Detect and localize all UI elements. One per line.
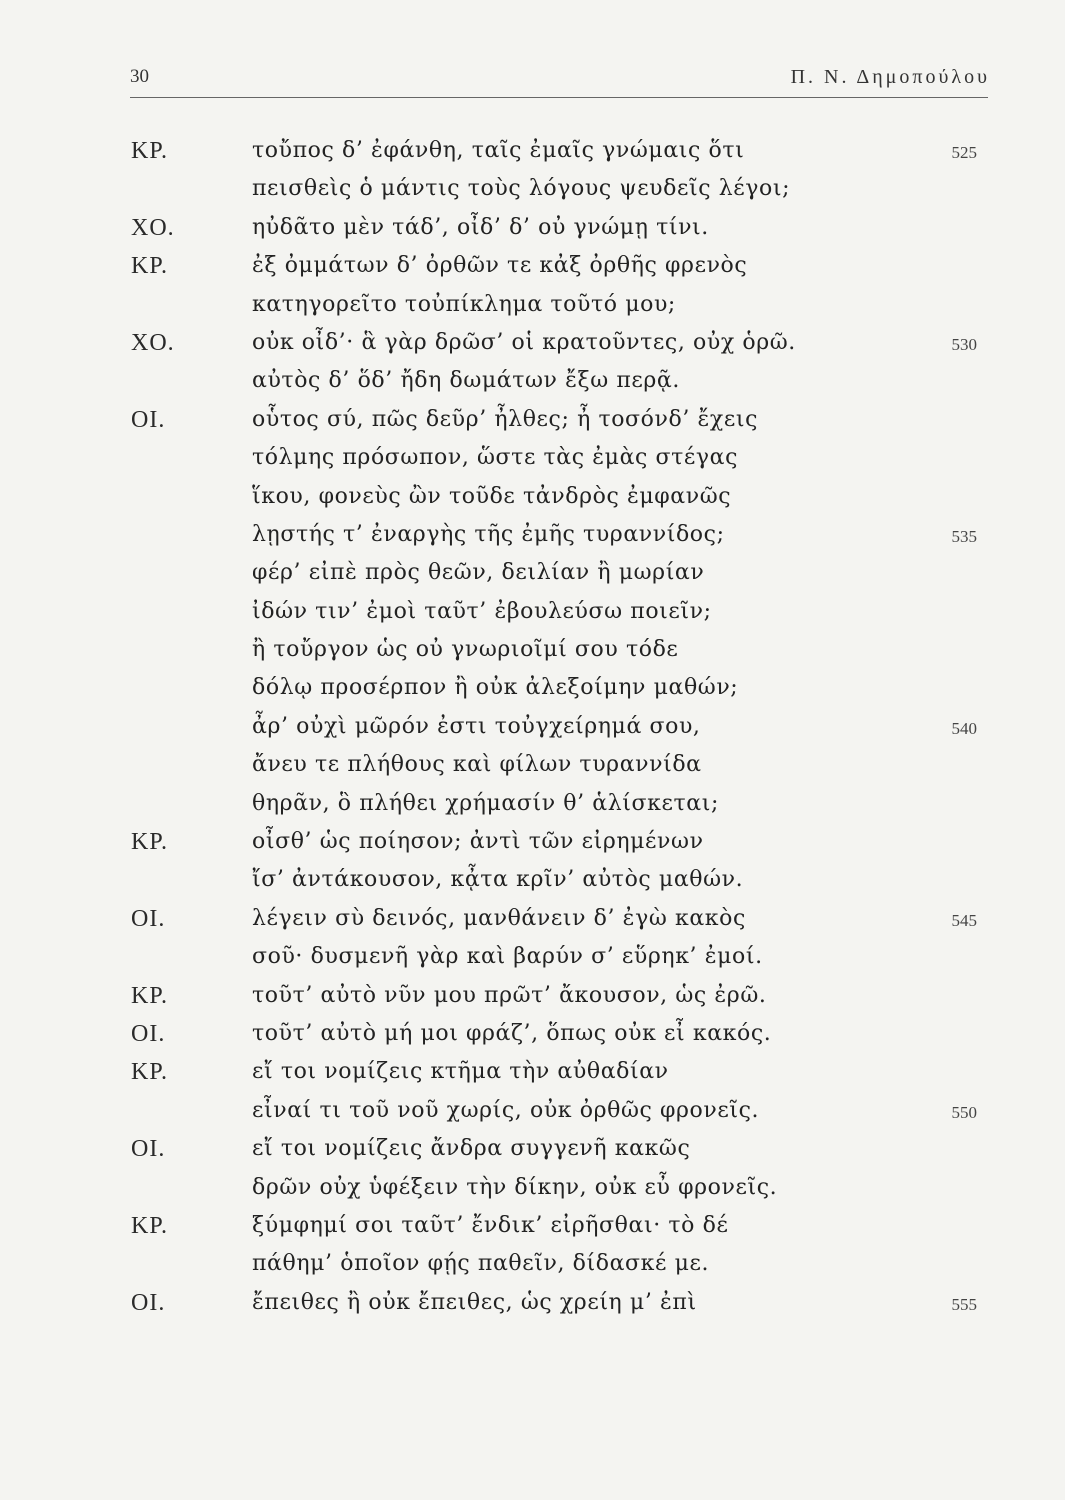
verse-line [0, 861, 1065, 899]
verse-text: οἶσθ’ ὡς ποίησον; ἀντὶ τῶν εἰρημένων [252, 829, 704, 855]
verse-line [0, 324, 1065, 362]
line-number: 555 [951, 1294, 977, 1314]
speaker-label: ΧΟ. [131, 214, 175, 241]
speaker-label: ΚΡ. [131, 138, 169, 164]
speaker-label: ΟΙ. [131, 1020, 166, 1047]
verse-line [0, 516, 1065, 554]
verse-line [0, 669, 1065, 707]
verse-text: ἐξ ὀμμάτων δ’ ὀρθῶν τε κἀξ ὀρθῆς φρενὸς [252, 253, 748, 279]
verse-text: ἔπειθες ἢ οὐκ ἔπειθες, ὡς χρείη μ’ ἐπὶ [252, 1289, 697, 1315]
verse-line [0, 977, 1065, 1015]
speaker-label: ΧΟ. [131, 329, 175, 356]
verse-line [0, 1053, 1065, 1091]
verse-line [0, 170, 1065, 208]
speaker-label: ΚΡ. [131, 982, 169, 1009]
speaker-label: ΚΡ. [131, 1059, 169, 1086]
verse-line [0, 938, 1065, 976]
line-number: 535 [951, 526, 977, 546]
verse-line [0, 439, 1065, 477]
verse-text: πάθημ’ ὁποῖον φῄς παθεῖν, δίδασκέ με. [252, 1251, 710, 1277]
verse-text: εἴ τοι νομίζεις ἄνδρα συγγενῆ κακῶς [252, 1136, 691, 1162]
verse-text: φέρ’ εἰπὲ πρὸς θεῶν, δειλίαν ἢ μωρίαν [252, 560, 705, 586]
verse-text: θηρᾶν, ὃ πλήθει χρήμασίν θ’ ἁλίσκεται; [252, 790, 719, 816]
verse-text: ἴσ’ ἀντάκουσον, κᾆτα κρῖν’ αὐτὸς μαθών. [252, 867, 744, 893]
verse-text: δόλῳ προσέρπον ἢ οὐκ ἀλεξοίμην μαθών; [252, 675, 739, 701]
verse-line [0, 593, 1065, 631]
verse-text: λῃστής τ’ ἐναργὴς τῆς ἐμῆς τυραννίδος; [252, 521, 725, 547]
speaker-label: ΚΡ. [131, 253, 169, 280]
page-number: 30 [130, 66, 149, 87]
verse-line [0, 401, 1065, 439]
verse-line [0, 362, 1065, 400]
verse-line [0, 286, 1065, 324]
verse-text: οὗτος σύ, πῶς δεῦρ’ ἦλθες; ἦ τοσόνδ’ ἔχεις [252, 406, 759, 432]
verse-block [0, 132, 1065, 1322]
line-number: 540 [951, 718, 977, 738]
verse-text: ἄνευ τε πλήθους καὶ φίλων τυραννίδα [252, 752, 702, 778]
verse-line [0, 1284, 1065, 1322]
verse-line [0, 900, 1065, 938]
verse-text: ἆρ’ οὐχὶ μῶρόν ἐστι τοὐγχείρημά σου, [252, 713, 701, 739]
verse-text: τοῦτ’ αὐτὸ μή μοι φράζ’, ὅπως οὐκ εἶ κακός. [252, 1020, 772, 1046]
verse-text: ἰδών τιν’ ἐμοὶ ταῦτ’ ἐβουλεύσω ποιεῖν; [252, 598, 712, 624]
verse-line [0, 1130, 1065, 1168]
verse-text: ηὐδᾶτο μὲν τάδ’, οἶδ’ δ’ οὐ γνώμῃ τίνι. [252, 214, 709, 240]
verse-text: τοὔπος δ’ ἐφάνθη, ταῖς ἐμαῖς γνώμαις ὅτι [252, 138, 745, 163]
verse-text: αὐτὸς δ’ ὅδ’ ἤδη δωμάτων ἔξω περᾷ. [252, 368, 680, 394]
verse-line [0, 1207, 1065, 1245]
speaker-label: ΟΙ. [131, 1136, 166, 1163]
verse-line [0, 631, 1065, 669]
speaker-label: ΚΡ. [131, 829, 169, 856]
page-header [130, 66, 990, 100]
verse-text: σοῦ· δυσμενῆ γὰρ καὶ βαρύν σ’ εὕρηκ’ ἐμοί. [252, 944, 763, 970]
verse-line [0, 478, 1065, 516]
verse-line [0, 746, 1065, 784]
verse-line [0, 1169, 1065, 1207]
verse-text: τοῦτ’ αὐτὸ νῦν μου πρῶτ’ ἄκουσον, ὡς ἐρῶ. [252, 982, 767, 1008]
line-number: 550 [951, 1102, 977, 1122]
speaker-label: ΟΙ. [131, 905, 166, 932]
verse-text: δρῶν οὐχ ὑφέξειν τὴν δίκην, οὐκ εὖ φρονεῖς. [252, 1174, 778, 1200]
verse-text: λέγειν σὺ δεινός, μανθάνειν δ’ ἐγὼ κακὸς [252, 905, 746, 931]
verse-text: ἵκου, φονεὺς ὢν τοῦδε τἀνδρὸς ἐμφανῶς [252, 483, 732, 509]
verse-line [0, 1092, 1065, 1130]
verse-text: οὐκ οἶδ’· ἃ γὰρ δρῶσ’ οἱ κρατοῦντες, οὐχ ὁρῶ. [252, 329, 796, 355]
verse-line [0, 209, 1065, 247]
line-number: 545 [951, 910, 977, 930]
verse-text: τόλμης πρόσωπον, ὥστε τὰς ἐμὰς στέγας [252, 445, 739, 471]
verse-line [0, 247, 1065, 285]
speaker-label: ΟΙ. [131, 406, 166, 433]
verse-line [0, 554, 1065, 592]
verse-text: πεισθεὶς ὁ μάντις τοὺς λόγους ψευδεῖς λέγοι; [252, 176, 791, 202]
verse-line [0, 132, 1065, 170]
verse-line [0, 823, 1065, 861]
verse-line [0, 708, 1065, 746]
verse-line [0, 1245, 1065, 1283]
verse-line [0, 1015, 1065, 1053]
verse-line [0, 785, 1065, 823]
verse-text: κατηγορεῖτο τοὐπίκλημα τοῦτό μου; [252, 291, 676, 317]
verse-text: εἴ τοι νομίζεις κτῆμα τὴν αὐθαδίαν [252, 1059, 669, 1085]
line-number: 525 [951, 143, 977, 162]
speaker-label: ΟΙ. [131, 1289, 166, 1316]
verse-text: εἶναί τι τοῦ νοῦ χωρίς, οὐκ ὀρθῶς φρονεῖς. [252, 1097, 760, 1123]
running-head: Π. Ν. Δημοπούλου [790, 66, 990, 88]
speaker-label: ΚΡ. [131, 1212, 169, 1239]
line-number: 530 [951, 334, 977, 354]
verse-text: ξύμφημί σοι ταῦτ’ ἔνδικ’ εἰρῆσθαι· τὸ δέ [252, 1212, 729, 1238]
verse-text: ἢ τοὔργον ὡς οὐ γνωριοῖμί σου τόδε [252, 637, 679, 663]
header-rule [130, 97, 988, 98]
